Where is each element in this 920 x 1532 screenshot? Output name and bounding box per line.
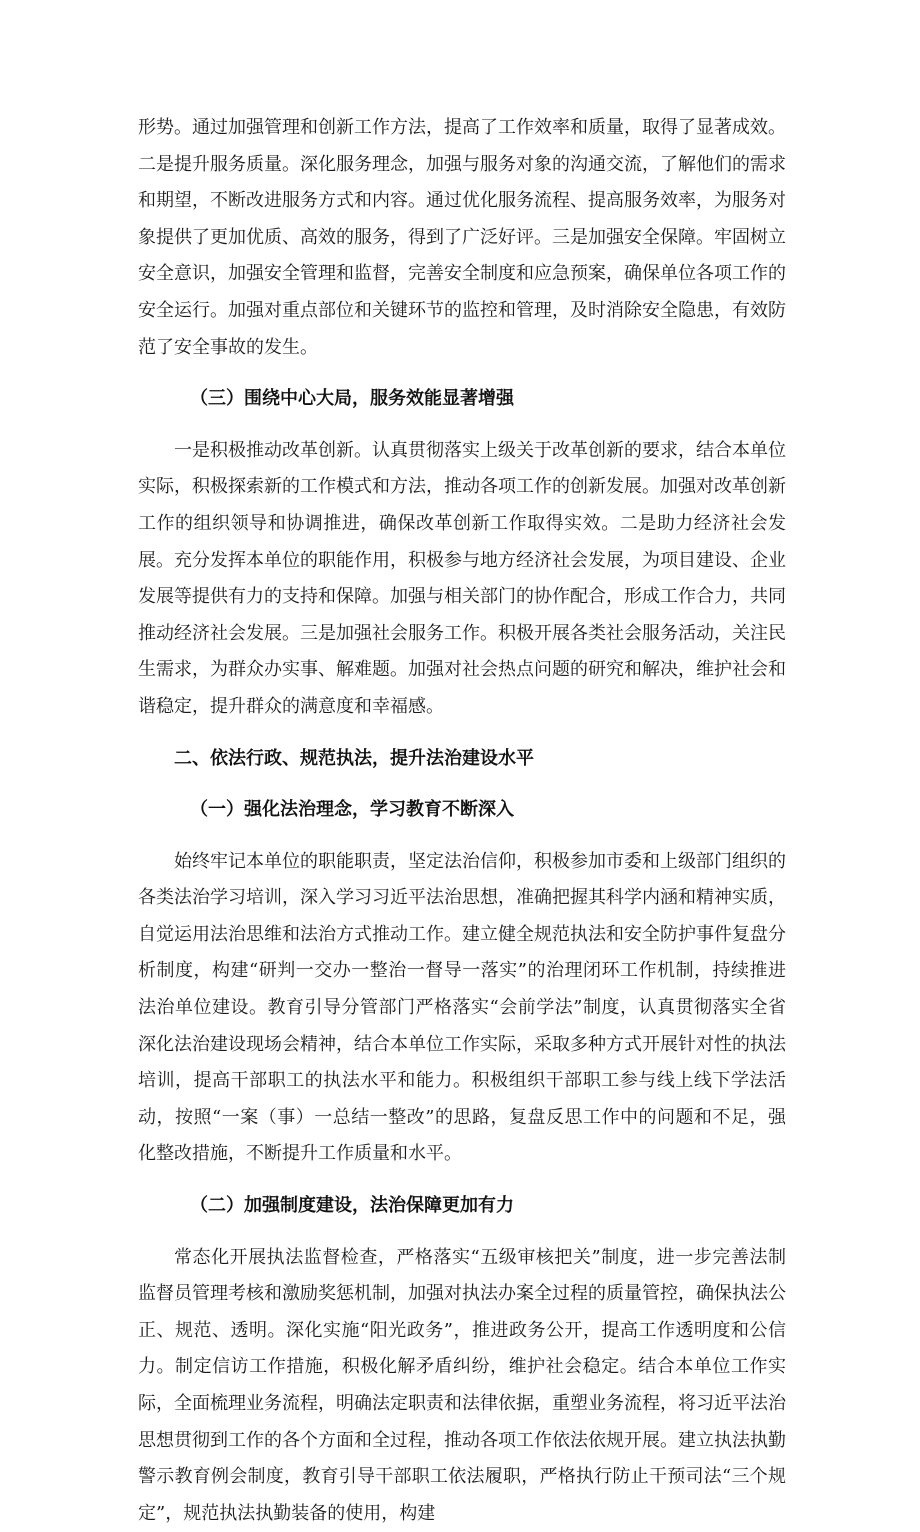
section-two-heading: 二、依法行政、规范执法，提升法治建设水平 (174, 747, 534, 769)
paragraph-system-building: 常态化开展执法监督检查，严格落实“五级审核把关”制度，进一步完善法制监督员管理考核和激励奖惩机制，加强对执法办案全过程的质量管控，确保执法公正、规范、透明。深化实施“阳光政务”，推进政务公开，提高工作透明度和公信力。制定信访工作措施，积极化解矛盾纠纷，维护社会稳定。结合本单位工作实际，全面梳理业务流程，明确法定职责和法律依据，重塑业务流程，将习近平法治思想贯彻到工作的各个方面和全过程，推动各项工作依法依规开展。建立执法执勤警示教育例会制度，教育引导干部职工依法履职，严格执行防止干预司法“三个规定”，规范执法执勤装备的使用，构建 (138, 1246, 786, 1524)
paragraph-continuation: 形势。通过加强管理和创新工作方法，提高了工作效率和质量，取得了显著成效。二是提升服务质量。深化服务理念，加强与服务对象的沟通交流，了解他们的需求和期望，不断改进服务方式和内容。通过优化服务流程、提高服务效率，为服务对象提供了更加优质、高效的服务，得到了广泛好评。三是加强安全保障。牢固树立安全意识，加强安全管理和监督，完善安全制度和应急预案，确保单位各项工作的安全运行。加强对重点部位和关键环节的监控和管理，及时消除安全隐患，有效防范了安全事故的发生。 (138, 117, 786, 358)
paragraph-rule-of-law-study: 始终牢记本单位的职能职责，坚定法治信仰，积极参加市委和上级部门组织的各类法治学习培训，深入学习习近平法治思想，准确把握其科学内涵和精神实质，自觉运用法治思维和法治方式推动工作。建立健全规范执法和安全防护事件复盘分析制度，构建“研判一交办一整治一督导一落实”的治理闭环工作机制，持续推进法治单位建设。教育引导分管部门严格落实“会前学法”制度，认真贯彻落实全省深化法治建设现场会精神，结合本单位工作实际，采取多种方式开展针对性的执法培训，提高干部职工的执法水平和能力。积极组织干部职工参与线上线下学法活动，按照“一案（事）一总结一整改”的思路，复盘反思工作中的问题和不足，强化整改措施，不断提升工作质量和水平。 (138, 850, 786, 1165)
document-body (138, 110, 786, 1532)
subheading-three: （三）围绕中心大局，服务效能显著增强 (190, 388, 514, 410)
subheading-one: （一）强化法治理念，学习教育不断深入 (190, 799, 514, 821)
paragraph-service-efficiency: 一是积极推动改革创新。认真贯彻落实上级关于改革创新的要求，结合本单位实际，积极探索新的工作模式和方法，推动各项工作的创新发展。加强对改革创新工作的组织领导和协调推进，确保改革创新工作取得实效。二是助力经济社会发展。充分发挥本单位的职能作用，积极参与地方经济社会发展，为项目建设、企业发展等提供有力的支持和保障。加强与相关部门的协作配合，形成工作合力，共同推动经济社会发展。三是加强社会服务工作。积极开展各类社会服务活动，关注民生需求，为群众办实事、解难题。加强对社会热点问题的研究和解决，维护社会和谐稳定，提升群众的满意度和幸福感。 (138, 439, 786, 717)
subheading-two: （二）加强制度建设，法治保障更加有力 (190, 1195, 514, 1217)
